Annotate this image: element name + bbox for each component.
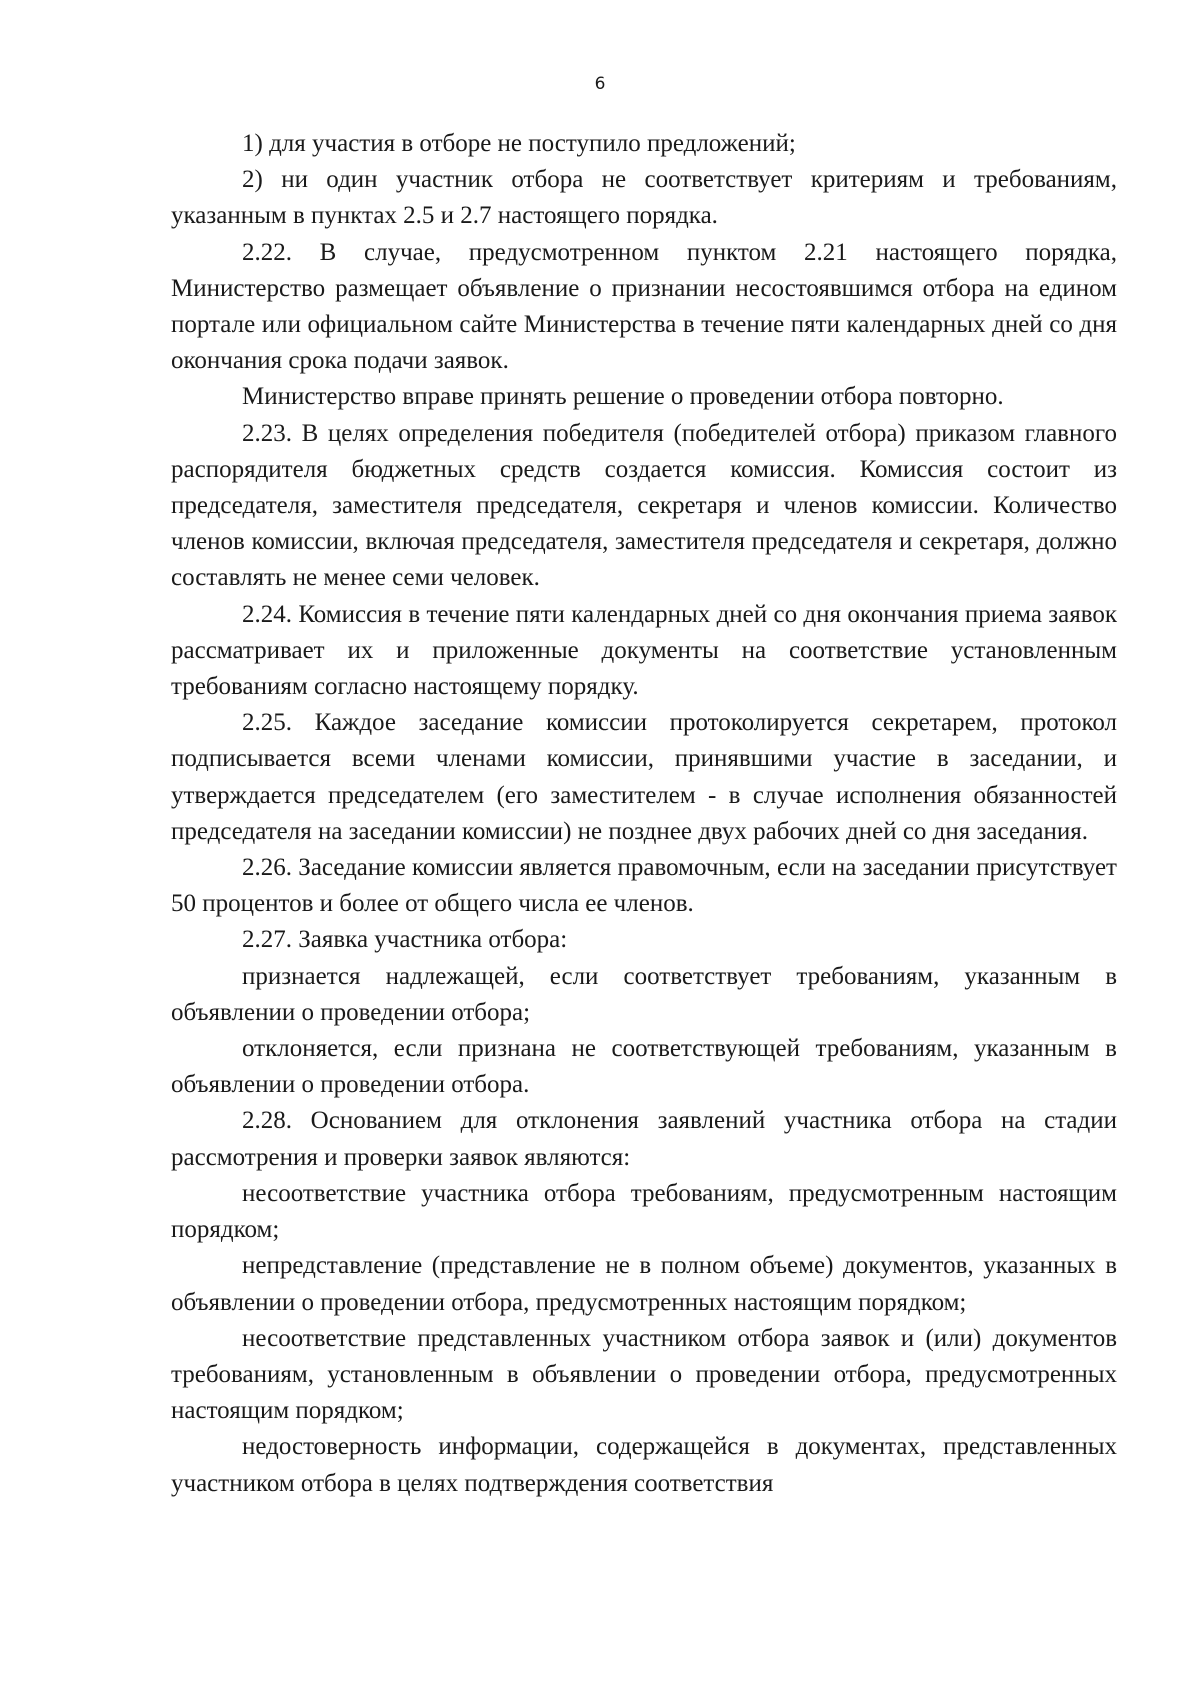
paragraph-1: 1) для участия в отборе не поступило предложений; xyxy=(242,130,796,157)
paragraph-2-22: 2.22. В случае, предусмотренном пунктом 2.21 настоящего порядка, Министерство размещает объявление о признании несостоявшимся отбора на едином портале или официальном сайте Министерства в течение пяти календарных дней со дня окончания срока подачи заявок. xyxy=(171,238,1117,375)
paragraph-unreliable-info: недостоверность информации, содержащейся в документах, представленных участником отбора в целях подтверждения соответствия xyxy=(171,1433,1117,1497)
paragraph-2: 2) ни один участник отбора не соответствует критериям и требованиям, указанным в пунктах 2.5 и 2.7 настоящего порядка. xyxy=(171,166,1117,230)
paragraph-2-28: 2.28. Основанием для отклонения заявлений участника отбора на стадии рассмотрения и проверки заявок являются: xyxy=(171,1107,1117,1171)
paragraph-2-24: 2.24. Комиссия в течение пяти календарных дней со дня окончания приема заявок рассматривает их и приложенные документы на соответствие установленным требованиям согласно настоящему порядку. xyxy=(171,600,1117,701)
paragraph-2-27: 2.27. Заявка участника отбора: xyxy=(242,926,568,954)
paragraph-rejected: отклоняется, если признана не соответствующей требованиям, указанным в объявлении о проведении отбора. xyxy=(171,1035,1117,1099)
paragraph-recognized: признается надлежащей, если соответствует требованиям, указанным в объявлении о проведении отбора; xyxy=(171,962,1117,1026)
paragraph-noncompliance-participant: несоответствие участника отбора требованиям, предусмотренным настоящим порядком; xyxy=(171,1179,1117,1244)
paragraph-2-26: 2.26. Заседание комиссии является правомочным, если на заседании присутствует 50 процентов и более от общего числа ее членов. xyxy=(171,854,1117,918)
paragraph-2-23: 2.23. В целях определения победителя (победителей отбора) приказом главного распорядителя бюджетных средств создается комиссия. Комиссия состоит из председателя, заместителя председателя, секретаря и членов комиссии. Количество членов комиссии, включая председателя, заместителя председателя и секретаря, должно составлять не менее семи человек. xyxy=(171,419,1117,592)
paragraph-noncompliance-documents: несоответствие представленных участником отбора заявок и (или) документов требованиям, установленным в объявлении о проведении отбора, предусмотренных настоящим порядком; xyxy=(171,1324,1117,1425)
page-number: 6 xyxy=(594,74,606,94)
paragraph-nonsubmission: непредставление (представление не в полном объеме) документов, указанных в объявлении о проведении отбора, предусмотренных настоящим порядком; xyxy=(171,1252,1117,1316)
paragraph-repeat-selection: Министерство вправе принять решение о проведении отбора повторно. xyxy=(242,383,1004,411)
document-body xyxy=(171,126,1117,1502)
paragraph-2-25: 2.25. Каждое заседание комиссии протоколируется секретарем, протокол подписывается всеми членами комиссии, принявшими участие в заседании, и утверждается председателем (его заместителем - в случае исполнения обязанностей председателя на заседании комиссии) не позднее двух рабочих дней со дня заседания. xyxy=(171,709,1117,845)
